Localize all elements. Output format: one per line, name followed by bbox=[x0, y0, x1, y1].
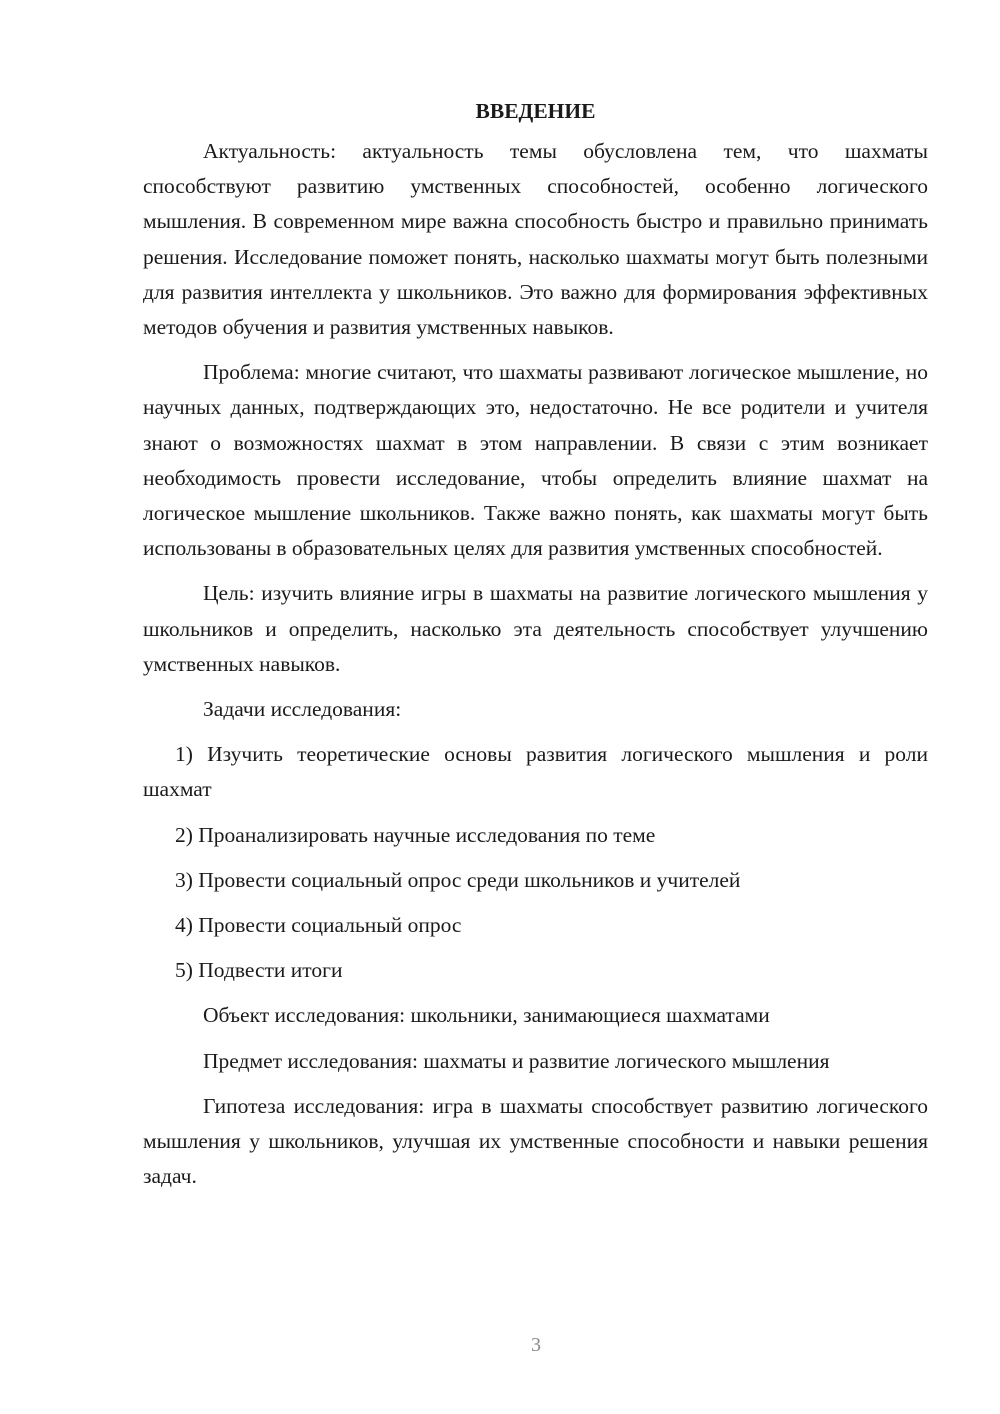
paragraph-subject: Предмет исследования: шахматы и развитие логического мышления bbox=[203, 1048, 830, 1073]
paragraph-problem: Проблема: многие считают, что шахматы развивают логическое мышление, но научных данных, подтверждающих это, недостаточно. Не все родители и учителя знают о возможностях шахмат в этом направлении. В связи с этим возникает необходимость провести исследование, чтобы определить влияние шахмат на логическое мышление школьников. Также важно понять, как шахматы могут быть использованы в образовательных целях для развития умственных способностей. bbox=[143, 360, 928, 561]
document-page bbox=[143, 96, 928, 1204]
paragraph-goal: Цель: изучить влияние игры в шахматы на развитие логического мышления у школьников и определить, насколько эта деятельность способствует улучшению умственных навыков. bbox=[143, 581, 928, 676]
section-title: ВВЕДЕНИЕ bbox=[475, 99, 596, 123]
paragraph-relevance: Актуальность: актуальность темы обусловлена тем, что шахматы способствуют развитию умственных способностей, особенно логического мышления. В современном мире важна способность быстро и правильно принимать решения. Исследование поможет понять, насколько шахматы могут быть полезными для развития интеллекта у школьников. Это важно для формирования эффективных методов обучения и развития умственных навыков. bbox=[143, 139, 928, 340]
task-item-3: 3) Провести социальный опрос среди школьников и учителей bbox=[175, 867, 741, 892]
task-item-5: 5) Подвести итоги bbox=[175, 958, 343, 983]
task-item-4: 4) Провести социальный опрос bbox=[175, 913, 462, 938]
paragraph-object: Объект исследования: школьники, занимающиеся шахматами bbox=[203, 1003, 770, 1028]
page-number: 3 bbox=[531, 1334, 541, 1356]
tasks-heading: Задачи исследования: bbox=[203, 697, 402, 722]
paragraph-hypothesis: Гипотеза исследования: игра в шахматы способствует развитию логического мышления у школьников, улучшая их умственные способности и навыки решения задач. bbox=[143, 1093, 928, 1189]
task-item-1: 1) Изучить теоретические основы развития логического мышления и роли шахмат bbox=[143, 742, 928, 802]
task-item-2: 2) Проанализировать научные исследования по теме bbox=[175, 822, 656, 847]
